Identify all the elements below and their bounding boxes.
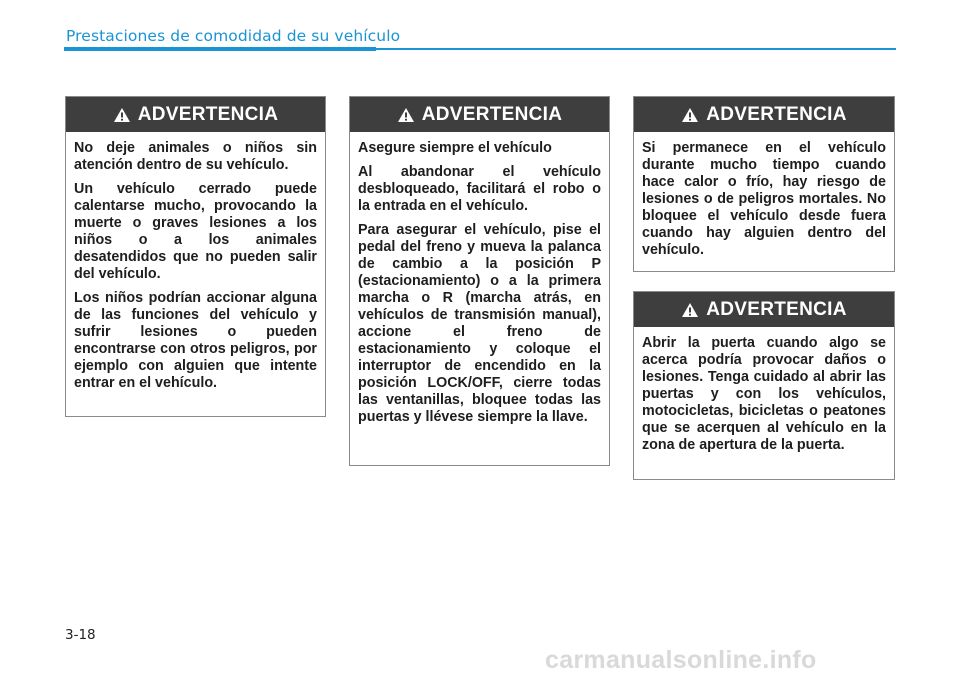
warning-box-temperature — [633, 96, 895, 272]
header-rule-thick — [64, 47, 376, 51]
warning-header — [634, 292, 894, 327]
warning-paragraph: Abrir la puerta cuando algo se acerca podría provocar daños o lesiones. Tenga cuidado al abrir las puertas y con los vehículos, motocicletas, bicicletas o peatones que se acerquen al vehículo en la zona de apertura de la puerta. — [642, 335, 886, 453]
warning-paragraph: Los niños podrían accionar alguna de las funciones del vehículo y sufrir lesiones o pueden encontrarse con otros peligros, por ejemplo con alguien que intente entrar en el vehículo. — [74, 290, 317, 391]
warning-body — [66, 132, 325, 392]
warning-body — [350, 132, 609, 426]
warning-body — [634, 132, 894, 259]
warning-title: ADVERTENCIA — [706, 298, 847, 320]
warning-paragraph: Si permanece en el vehículo durante mucho tiempo cuando hace calor o frío, hay riesgo de lesiones o de peligros mortales. No bloquee el vehículo desde fuera cuando hay alguien dentro del vehículo. — [642, 140, 886, 258]
page-number: 3-18 — [65, 627, 96, 643]
warning-triangle-icon — [113, 107, 131, 123]
warning-paragraph: Asegure siempre el vehículo — [358, 140, 552, 156]
warning-box-door-opening — [633, 291, 895, 480]
warning-title: ADVERTENCIA — [706, 103, 847, 125]
warning-header — [634, 97, 894, 132]
warning-triangle-icon — [681, 107, 699, 123]
warning-title: ADVERTENCIA — [421, 103, 563, 125]
watermark: carmanualsonline.info — [545, 646, 817, 674]
warning-paragraph: No deje animales o niños sin atención dentro de su vehículo. — [74, 140, 317, 173]
warning-header — [66, 97, 325, 132]
warning-box-secure-vehicle — [349, 96, 610, 466]
warning-paragraph: Al abandonar el vehículo desbloqueado, facilitará el robo o la entrada en el vehículo. — [358, 164, 601, 214]
warning-paragraph: Un vehículo cerrado puede calentarse mucho, provocando la muerte o graves lesiones a los niños o a los animales desatendidos que no pueden salir del vehículo. — [74, 181, 317, 282]
warning-box-unattended — [65, 96, 326, 417]
warning-title: ADVERTENCIA — [137, 103, 279, 125]
warning-triangle-icon — [681, 302, 699, 318]
warning-body — [634, 327, 894, 454]
header-rule-thin — [376, 48, 896, 50]
warning-triangle-icon — [397, 107, 415, 123]
warning-header — [350, 97, 609, 132]
section-title: Prestaciones de comodidad de su vehículo — [66, 27, 401, 45]
warning-paragraph: Para asegurar el vehículo, pise el pedal del freno y mueva la palanca de cambio a la posición P (estacionamiento) o a la primera marcha o R (marcha atrás, en vehículos de transmisión manual), accione el freno de estacionamiento y coloque el interruptor de encendido en la posición LOCK/OFF, cierre todas las ventanillas, bloquee todas las puertas y llévese siempre la llave. — [358, 222, 601, 425]
